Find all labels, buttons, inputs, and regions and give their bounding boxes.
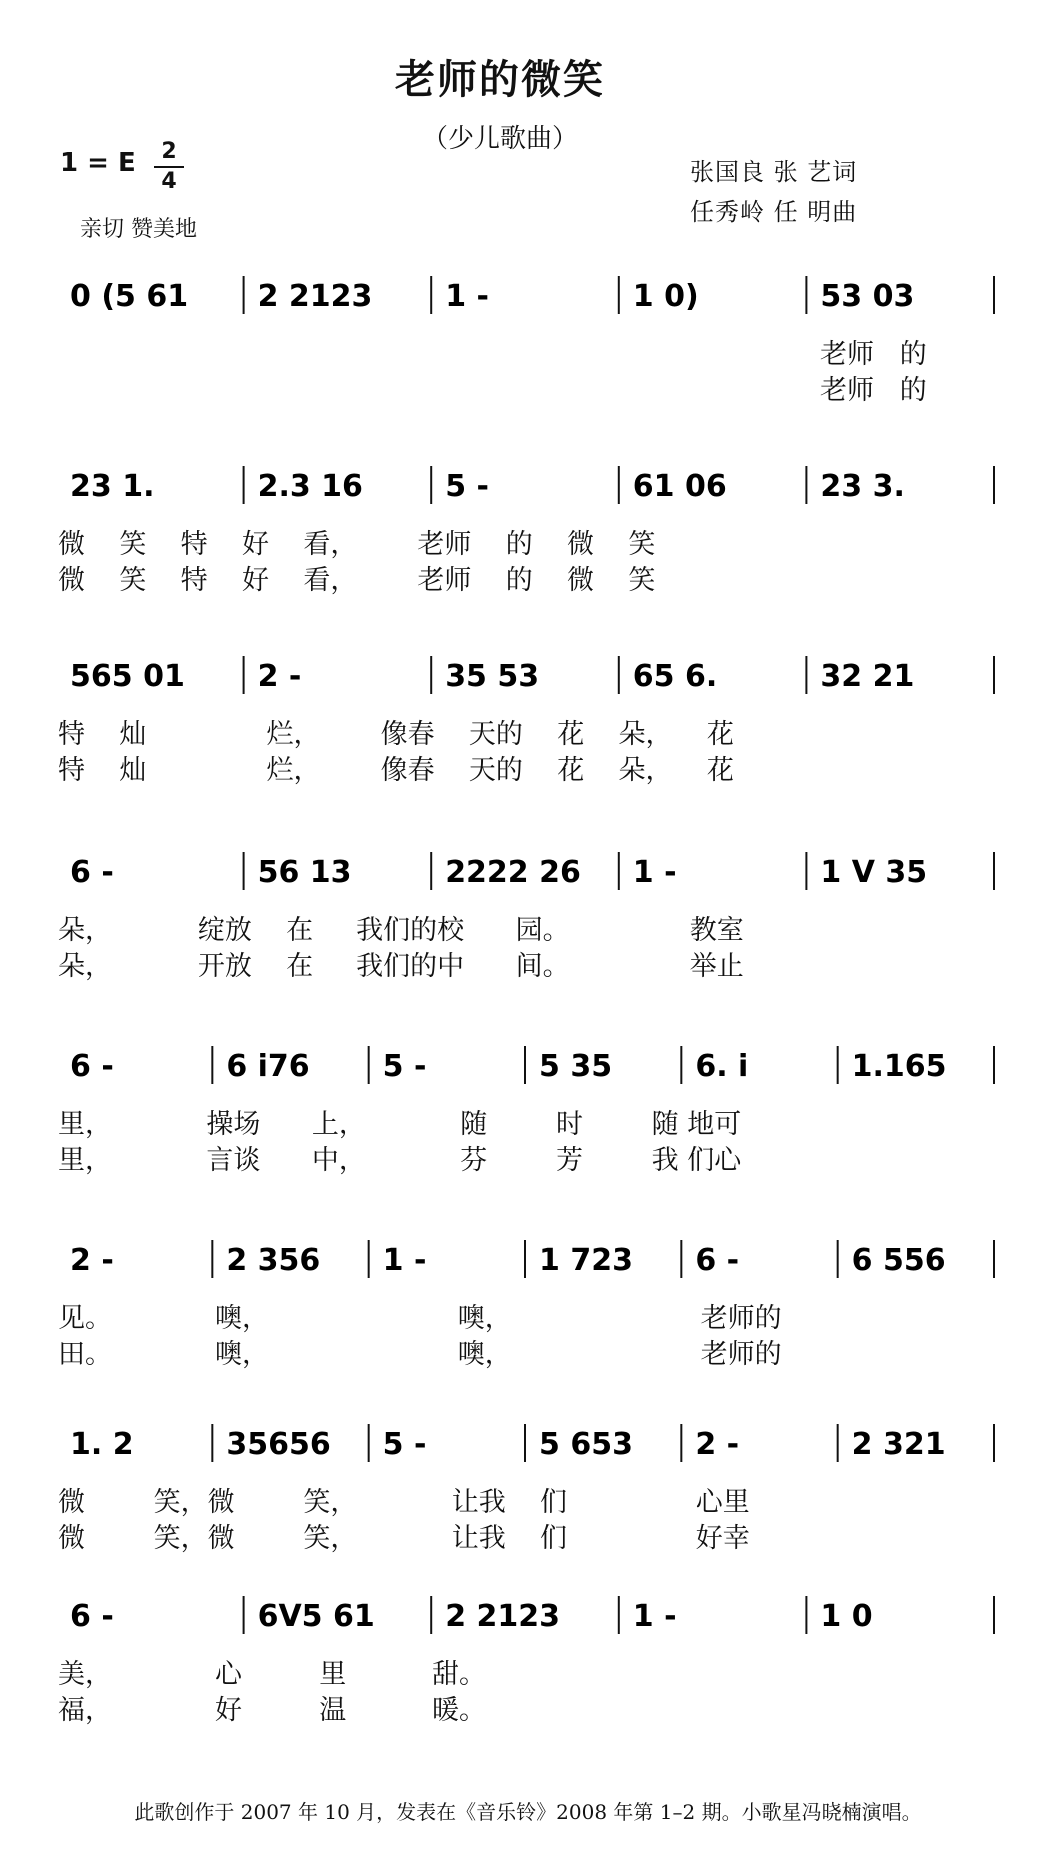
time-signature-bottom: 4: [161, 169, 177, 194]
measure: 2222 26: [445, 855, 581, 890]
measure: 5 -: [382, 1049, 427, 1084]
score-system-5: [0, 1042, 1056, 1192]
measure: 23 3.: [820, 469, 905, 504]
score-system-8: [0, 1592, 1056, 1742]
lyrics-verse-2: 老师 的: [820, 375, 927, 406]
measure: 565 01: [70, 659, 185, 694]
measure: 2 2123: [445, 1599, 561, 1634]
lyrics-verse-1: 里， 操场 上， 随 时 随 地可: [58, 1109, 742, 1140]
lyrics-verse-2: 田。 噢， 噢， 老师的: [58, 1339, 782, 1370]
measure: 6 556: [851, 1243, 946, 1278]
measure: 61 06: [632, 469, 727, 504]
song-title: 老师的微笑: [395, 57, 605, 103]
score-system-2: [0, 462, 1056, 612]
lyrics-verse-1: 老师 的: [820, 339, 927, 370]
score-system-6: [0, 1236, 1056, 1386]
lyrics-verse-1: 见。 噢， 噢， 老师的: [58, 1303, 782, 1334]
measure: 2 356: [226, 1243, 321, 1278]
measure: 1 -: [632, 1599, 677, 1634]
measure: 35656: [226, 1427, 331, 1462]
tempo-marking: 亲切 赞美地: [80, 217, 197, 242]
measure: 0 (5 61: [70, 279, 189, 314]
lyrics-verse-2: 福， 好 温 暖。: [58, 1695, 487, 1726]
composer-credit: 任秀岭 任 明曲: [690, 198, 858, 226]
lyrics-verse-1: 朵， 绽放 在 我们的校 园。 教室: [58, 915, 744, 946]
lyrics-verse-1: 特 灿 烂， 像春 天的 花 朵， 花: [58, 719, 734, 750]
measure: 32 21: [820, 659, 915, 694]
lyrics-verse-2: 微 笑 特 好 看， 老师 的 微 笑: [58, 565, 656, 596]
measure: 1 V 35: [820, 855, 928, 890]
notation-line: [0, 1420, 1056, 1480]
notation-line: [0, 1236, 1056, 1296]
lyrics-verse-1: 微 笑 特 好 看， 老师 的 微 笑: [58, 529, 656, 560]
measure: 2 2123: [257, 279, 373, 314]
lyricist-credit: 张国良 张 艺词: [690, 158, 858, 186]
measure: 6 -: [695, 1243, 740, 1278]
notation-line: [0, 652, 1056, 712]
measure: 2 -: [70, 1243, 114, 1278]
lyrics-verse-2: 特 灿 烂， 像春 天的 花 朵， 花: [58, 755, 734, 786]
score-system-4: [0, 848, 1056, 998]
measure: 6 -: [70, 855, 114, 890]
score-system-3: [0, 652, 1056, 802]
score-system-7: [0, 1420, 1056, 1570]
measure: 1. 2: [70, 1427, 134, 1462]
notation-line: [0, 1592, 1056, 1652]
lyrics-verse-2: 朵， 开放 在 我们的中 间。 举止: [58, 951, 744, 982]
measure: 23 1.: [70, 469, 155, 504]
measure: 1 -: [382, 1243, 427, 1278]
measure: 2 321: [851, 1427, 946, 1462]
measure: 6 i76: [226, 1049, 310, 1084]
notation-line: [0, 272, 1056, 332]
measure: 1 723: [539, 1243, 633, 1278]
notation-line: [0, 848, 1056, 908]
notation-line: [0, 462, 1056, 522]
lyrics-verse-1: 美， 心 里 甜。: [58, 1659, 487, 1690]
score-system-1: [0, 272, 1056, 422]
measure: 6 -: [70, 1049, 114, 1084]
measure: 5 -: [382, 1427, 427, 1462]
measure: 6V5 61: [257, 1599, 375, 1634]
measure: 65 6.: [632, 659, 718, 694]
measure: 6. i: [695, 1049, 749, 1084]
measure: 1 0: [820, 1599, 873, 1634]
measure: 2 -: [695, 1427, 740, 1462]
lyrics-verse-1: 微 笑，微 笑， 让我 们 心里: [58, 1487, 750, 1518]
notation-line: [0, 1042, 1056, 1102]
measure: 6 -: [70, 1599, 114, 1634]
footer-note: 此歌创作于 2007 年 10 月，发表在《音乐铃》2008 年第 1–2 期。小歌星冯晓楠演唱。: [134, 1800, 922, 1824]
measure: 5 653: [539, 1427, 633, 1462]
measure: 56 13: [257, 855, 352, 890]
measure: 2.3 16: [257, 469, 363, 504]
measure: 35 53: [445, 659, 540, 694]
measure: 5 35: [539, 1049, 613, 1084]
measure: 1.165: [851, 1049, 947, 1084]
measure: 2 -: [257, 659, 302, 694]
measure: 1 0): [632, 279, 699, 314]
measure: 53 03: [820, 279, 915, 314]
lyrics-verse-2: 微 笑，微 笑， 让我 们 好幸: [58, 1523, 750, 1554]
measure: 1 -: [632, 855, 677, 890]
song-subtitle: （少儿歌曲）: [421, 124, 578, 154]
time-signature: [154, 138, 184, 196]
measure: 1 -: [445, 279, 489, 314]
measure: 5 -: [445, 469, 489, 504]
time-signature-top: 2: [161, 139, 177, 164]
key-signature: 1 = E: [60, 148, 136, 178]
lyrics-verse-2: 里， 言谈 中， 芬 芳 我 们心: [58, 1145, 742, 1176]
